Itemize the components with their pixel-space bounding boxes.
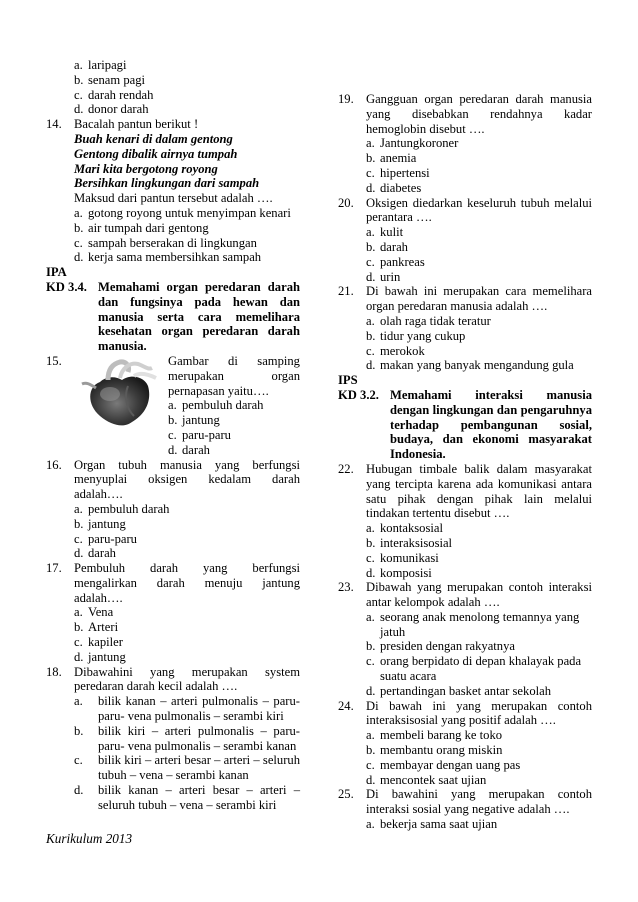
question-number: 20. xyxy=(338,195,354,210)
question-text: peredaran darah kecil adalah …. xyxy=(74,679,238,694)
option: d. urin xyxy=(366,269,401,284)
kd-label: KD 3.2. xyxy=(338,387,379,402)
option: b. air tumpah dari gentong xyxy=(74,220,209,235)
question-text: Bacalah pantun berikut ! xyxy=(74,117,199,132)
kd-block xyxy=(338,388,592,462)
option: a. bilik kanan – arteri pulmonalis – paru-paru- vena pulmonalis – serambi kiri xyxy=(74,694,300,724)
footer-text: Kurikulum 2013 xyxy=(46,831,133,846)
question-text: Di bawah ini yang merupakan contoh interaksisosial yang positif adalah …. xyxy=(366,698,592,728)
question-text: Dibawah yang merupakan contoh interaksi antar kelompok adalah …. xyxy=(366,580,592,610)
option: a. Vena xyxy=(74,605,114,620)
option: a. kulit xyxy=(366,225,404,240)
option: c. paru-paru xyxy=(74,531,137,546)
question-number: 17. xyxy=(46,561,62,576)
option: b. interaksisosial xyxy=(366,535,453,550)
option: d. mencontek saat ujian xyxy=(366,772,487,787)
question-text: adalah…. xyxy=(74,590,123,605)
question-19 xyxy=(338,92,592,196)
option: c. komunikasi xyxy=(366,550,439,565)
option: b. anemia xyxy=(366,151,417,166)
left-column xyxy=(46,58,300,813)
option: c. merokok xyxy=(366,343,425,358)
option: c. kapiler xyxy=(74,635,123,650)
question-number: 25. xyxy=(338,787,354,802)
option: a. membeli barang ke toko xyxy=(366,728,503,743)
option: a. olah raga tidak teratur xyxy=(366,313,491,328)
option: c. paru-paru xyxy=(168,427,231,442)
kd-block xyxy=(46,280,300,354)
option: a. seorang anak menolong temannya yang jatuh xyxy=(366,609,580,639)
question-text: Gangguan organ peredaran darah manusia yang disebabkan rendahnya kadar hemoglobin disebut …. xyxy=(366,92,592,136)
option: b. tidur yang cukup xyxy=(366,328,466,343)
kd-text: Memahami interaksi manusia dengan lingkungan dan pengaruhnya terhadap pembangunan sosial, budaya, dan ekonomi masyarakat Indonesia. xyxy=(390,387,592,462)
option: b. bilik kiri – arteri pulmonalis – paru-paru- vena pulmonalis – serambi kanan xyxy=(74,723,300,753)
question-text: Gambar di samping xyxy=(168,353,300,368)
option: b. Arteri xyxy=(74,620,119,635)
option: d. bilik kanan – arteri besar – arteri – seluruh tubuh – vena – serambi kiri xyxy=(74,783,300,812)
option: c. pankreas xyxy=(366,254,425,269)
question-number: 18. xyxy=(46,664,62,679)
question-text: Organ tubuh manusia yang berfungsi menyuplai oksigen kedalam darah xyxy=(74,457,300,487)
question-text: Oksigen diedarkan keseluruh tubuh melalui perantara …. xyxy=(366,195,592,225)
question-14 xyxy=(46,117,300,265)
question-16 xyxy=(46,458,300,562)
question-21 xyxy=(338,284,592,373)
question-text: Di bawah ini merupakan cara memelihara organ peredaran manusia adalah …. xyxy=(366,284,592,314)
heart-illustration xyxy=(78,356,166,430)
option: a. laripagi xyxy=(74,58,127,72)
question-text: Hubugan timbale balik dalam masyarakat yang tercipta karena ada komunikasi antara satu pihak dengan pihak lain melalui tindakan tertentu disebut …. xyxy=(366,461,592,521)
option: d. komposisi xyxy=(366,565,432,580)
question-number: 16. xyxy=(46,457,62,472)
question-18 xyxy=(46,665,300,813)
question-number: 15. xyxy=(46,353,62,368)
option: d. darah xyxy=(168,442,210,457)
option: d. diabetes xyxy=(366,180,422,195)
option: d. darah xyxy=(74,546,116,561)
option: c. darah rendah xyxy=(74,87,154,102)
option: d. donor darah xyxy=(74,102,149,117)
section-heading: IPS xyxy=(338,373,358,388)
question-number: 21. xyxy=(338,284,354,299)
pantun-line: Buah kenari di dalam gentong xyxy=(74,131,233,146)
section-heading: IPA xyxy=(46,265,67,280)
option: c. membayar dengan uang pas xyxy=(366,757,521,772)
option: c. bilik kiri – arteri besar – arteri – seluruh tubuh – vena – serambi kanan xyxy=(74,753,300,783)
question-25 xyxy=(338,787,592,831)
question-24 xyxy=(338,699,592,788)
question-number: 19. xyxy=(338,92,354,106)
option: c. orang berpidato di depan khalayak pada suatu acara xyxy=(366,654,582,684)
option: a. kontaksosial xyxy=(366,521,443,536)
option: b. senam pagi xyxy=(74,72,146,87)
option: c. sampah berserakan di lingkungan xyxy=(74,235,257,250)
question-text: Di bawahini yang merupakan contoh interaksi sosial yang negative adalah …. xyxy=(366,787,592,817)
question-17 xyxy=(46,561,300,665)
option: d. kerja sama membersihkan sampah xyxy=(74,250,262,265)
question-20 xyxy=(338,196,592,285)
question-15 xyxy=(46,354,300,458)
question-number: 22. xyxy=(338,461,354,476)
question-text: pernapasan yaitu…. xyxy=(168,383,269,398)
question-text: Dibawahini yang merupakan system xyxy=(74,664,300,679)
option: b. jantung xyxy=(168,413,220,428)
option: c. hipertensi xyxy=(366,165,430,180)
option: d. pertandingan basket antar sekolah xyxy=(366,683,551,698)
question-number: 23. xyxy=(338,580,354,595)
option: a. pembuluh darah xyxy=(168,398,264,413)
option: b. darah xyxy=(366,239,408,254)
question-text: Maksud dari pantun tersebut adalah …. xyxy=(74,191,273,206)
option: d. jantung xyxy=(74,649,126,664)
option: a. gotong royong untuk menyimpan kenari xyxy=(74,205,291,220)
option: a. Jantungkoroner xyxy=(366,136,459,151)
pantun-line: Gentong dibalik airnya tumpah xyxy=(74,146,238,161)
option: b. presiden dengan rakyatnya xyxy=(366,639,515,654)
question-text: merupakan organ xyxy=(168,368,300,383)
question-text: adalah…. xyxy=(74,487,123,502)
option: a. bekerja sama saat ujian xyxy=(366,817,498,832)
right-column xyxy=(338,92,592,832)
q13-options xyxy=(46,58,300,117)
question-number: 14. xyxy=(46,117,62,132)
option: b. membantu orang miskin xyxy=(366,743,503,758)
question-22 xyxy=(338,462,592,580)
kd-label: KD 3.4. xyxy=(46,279,87,294)
question-23 xyxy=(338,580,592,698)
kd-text: Memahami organ peredaran darah dan fungsinya pada hewan dan manusia serta cara memelihara kesehatan organ peredaran darah manusia. xyxy=(98,279,300,354)
question-text: Pembuluh darah yang berfungsi mengalirkan darah menuju jantung xyxy=(74,561,300,590)
option: a. pembuluh darah xyxy=(74,501,170,516)
option: b. jantung xyxy=(74,516,126,531)
pantun-line: Bersihkan lingkungan dari sampah xyxy=(74,176,260,191)
question-number: 24. xyxy=(338,698,354,713)
pantun-line: Mari kita bergotong royong xyxy=(74,161,218,176)
option: d. makan yang banyak mengandung gula xyxy=(366,358,574,373)
